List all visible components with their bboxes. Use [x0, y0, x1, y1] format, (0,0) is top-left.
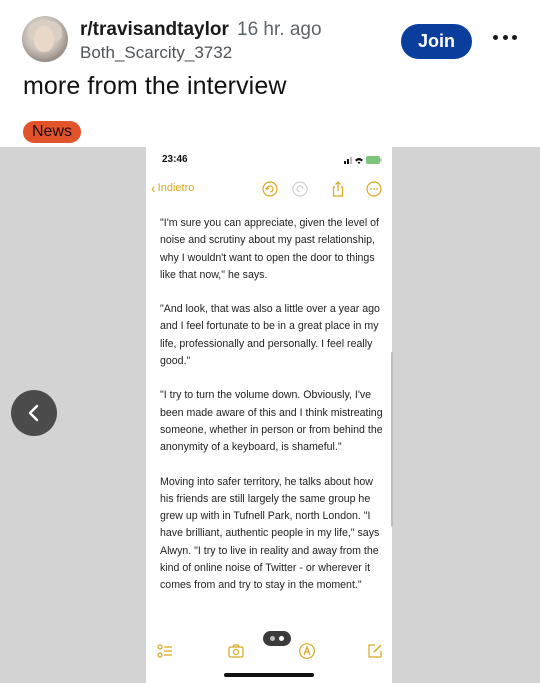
status-time: 23:46 — [162, 154, 188, 165]
gallery-page-indicator[interactable] — [263, 631, 291, 646]
notes-back-label: Indietro — [157, 182, 195, 194]
chevron-left-icon — [23, 402, 45, 424]
notes-nav-bar — [146, 179, 392, 201]
camera-icon[interactable] — [227, 642, 245, 660]
post-title[interactable]: more from the interview — [23, 72, 287, 100]
note-paragraph: "I try to turn the volume down. Obviously, I've been made aware of this and I think mistreating someone, whether in person or from behind the anonymity of a keyboard, is shameful." — [160, 389, 383, 454]
avatar[interactable] — [22, 16, 68, 62]
more-circle-icon[interactable] — [366, 181, 382, 197]
gallery-prev-button[interactable] — [11, 390, 57, 436]
checklist-icon[interactable] — [156, 642, 174, 660]
chevron-left-icon: ‹ — [151, 179, 156, 196]
join-button[interactable]: Join — [401, 24, 472, 59]
status-icons — [342, 154, 382, 166]
note-paragraph: "I'm sure you can appreciate, given the level of noise and scrutiny about my past relationship, why I wouldn't want to open the door to things like that now," he says. — [160, 217, 379, 281]
share-icon[interactable] — [330, 181, 346, 197]
page-dot-2-active — [279, 636, 284, 641]
scroll-indicator — [391, 352, 393, 527]
undo-icon[interactable] — [262, 181, 278, 197]
redo-icon[interactable] — [292, 181, 308, 197]
compose-icon[interactable] — [366, 642, 384, 660]
post-header — [0, 0, 540, 147]
page-dot-1 — [270, 636, 275, 641]
post-time: 16 hr. ago — [237, 19, 322, 40]
avatar-face — [34, 26, 54, 52]
home-indicator — [224, 673, 314, 677]
phone-screenshot — [146, 147, 392, 683]
subreddit-link[interactable]: r/travisandtaylor — [80, 19, 229, 40]
notes-back-button[interactable] — [151, 179, 195, 196]
markup-pen-icon[interactable] — [298, 642, 316, 660]
note-paragraph: "And look, that was also a little over a year ago and I feel fortunate to be in a great place in my life, professionally and personally. I feel really good." — [160, 303, 380, 368]
flair-badge[interactable]: News — [23, 121, 81, 143]
note-paragraph: Moving into safer territory, he talks about how his friends are still largely the same group he grew up with in Tufnell Park, north London. "I have brilliant, authentic people in my life," says Alwyn. "I try to live in reality and away from the kind of online noise of Twitter - or wherever it comes from and try to stay in the moment." — [160, 475, 380, 592]
username-link[interactable]: Both_Scarcity_3732 — [80, 43, 233, 62]
image-viewer[interactable] — [0, 147, 540, 683]
note-body — [160, 215, 386, 612]
more-horizontal-icon[interactable] — [493, 35, 517, 43]
